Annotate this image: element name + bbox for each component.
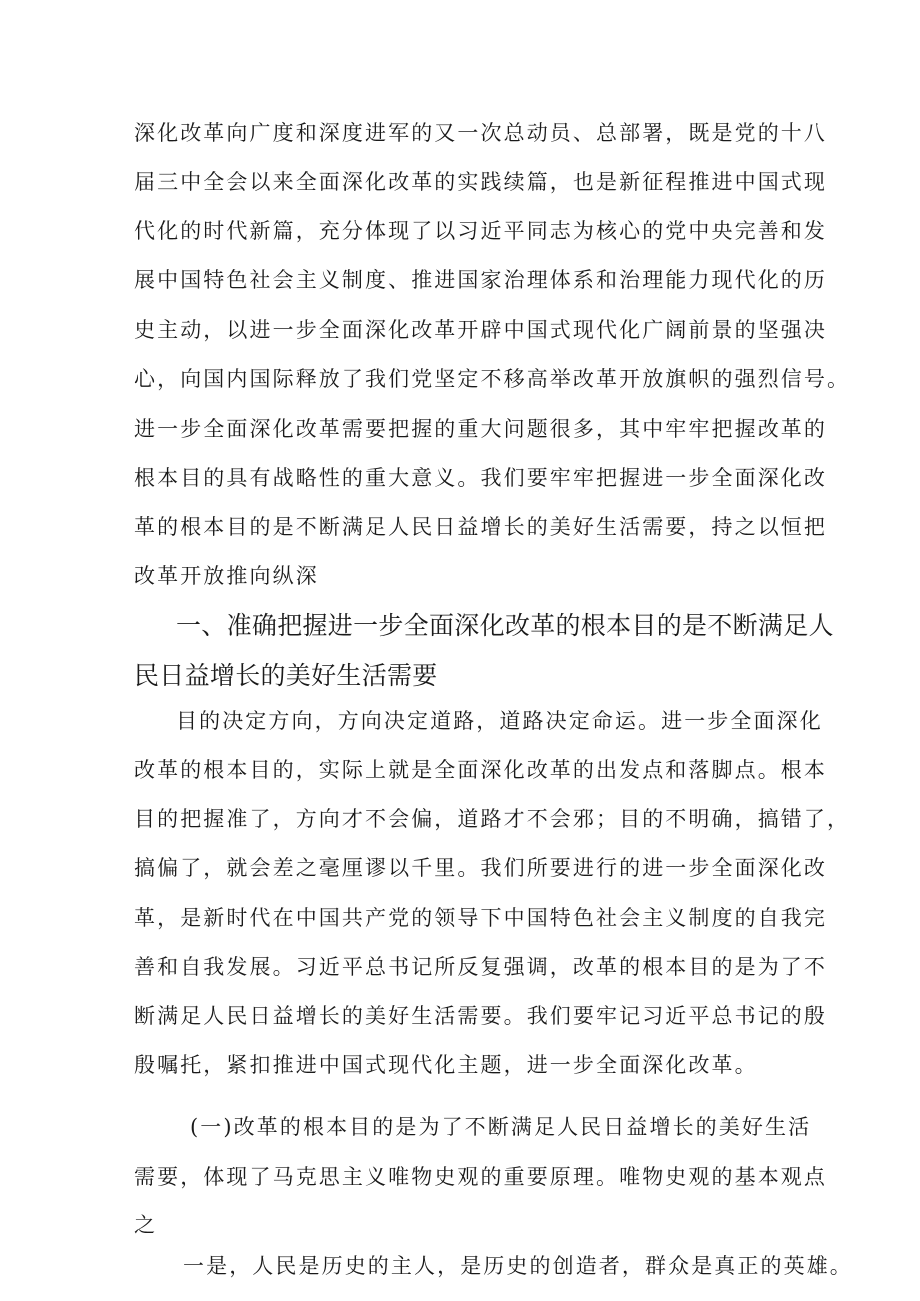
paragraph-line: 殷嘱托，紧扣推进中国式现代化主题，进一步全面深化改革。	[134, 1053, 758, 1077]
paragraph-line: 断满足人民日益增长的美好生活需要。我们要牢记习近平总书记的殷	[134, 1004, 827, 1028]
intro-line: 革的根本目的是不断满足人民日益增长的美好生活需要，持之以恒把	[134, 515, 827, 539]
intro-line: 代化的时代新篇，充分体现了以习近平同志为核心的党中央完善和发	[134, 219, 827, 243]
intro-line: 根本目的具有战略性的重大意义。我们要牢牢把握进一步全面深化改	[134, 466, 827, 490]
paragraph-line: 搞偏了，就会差之毫厘谬以千里。我们所要进行的进一步全面深化改	[134, 856, 827, 880]
point-one-line: 一是，人民是历史的主人，是历史的创造者，群众是真正的英雄。	[183, 1254, 853, 1278]
intro-line: 进一步全面深化改革需要把握的重大问题很多，其中牢牢把握改革的	[134, 417, 827, 441]
paragraph-line: 目的把握准了，方向才不会偏，道路才不会邪；目的不明确，搞错了，	[134, 807, 851, 831]
paragraph-line: 善和自我发展。习近平总书记所反复强调，改革的根本目的是为了不	[134, 955, 827, 979]
subsection-line: 之	[134, 1213, 158, 1237]
intro-line: 心，向国内国际释放了我们党坚定不移高举改革开放旗帜的强烈信号。	[134, 367, 851, 391]
paragraph-line: 目的决定方向，方向决定道路，道路决定命运。进一步全面深化	[176, 709, 823, 733]
intro-line: 改革开放推向纵深	[134, 564, 319, 588]
paragraph-line: 革，是新时代在中国共产党的领导下中国特色社会主义制度的自我完	[134, 906, 827, 930]
paragraph-line: 改革的根本目的，实际上就是全面深化改革的出发点和落脚点。根本	[134, 758, 827, 782]
subsection-line: 需要，体现了马克思主义唯物史观的重要原理。唯物史观的基本观点	[134, 1165, 827, 1189]
intro-line: 届三中全会以来全面深化改革的实践续篇，也是新征程推进中国式现	[134, 170, 827, 194]
intro-line: 展中国特色社会主义制度、推进国家治理体系和治理能力现代化的历	[134, 268, 827, 292]
heading-line: 民日益增长的美好生活需要	[134, 661, 438, 690]
intro-line: 深化改革向广度和深度进军的又一次总动员、总部署，既是党的十八	[134, 121, 827, 145]
subsection-line: (一)改革的根本目的是为了不断满足人民日益增长的美好生活	[190, 1115, 812, 1139]
intro-line: 史主动，以进一步全面深化改革开辟中国式现代化广阔前景的坚强决	[134, 318, 827, 342]
heading-line: 一、准确把握进一步全面深化改革的根本目的是不断满足人	[176, 611, 834, 640]
